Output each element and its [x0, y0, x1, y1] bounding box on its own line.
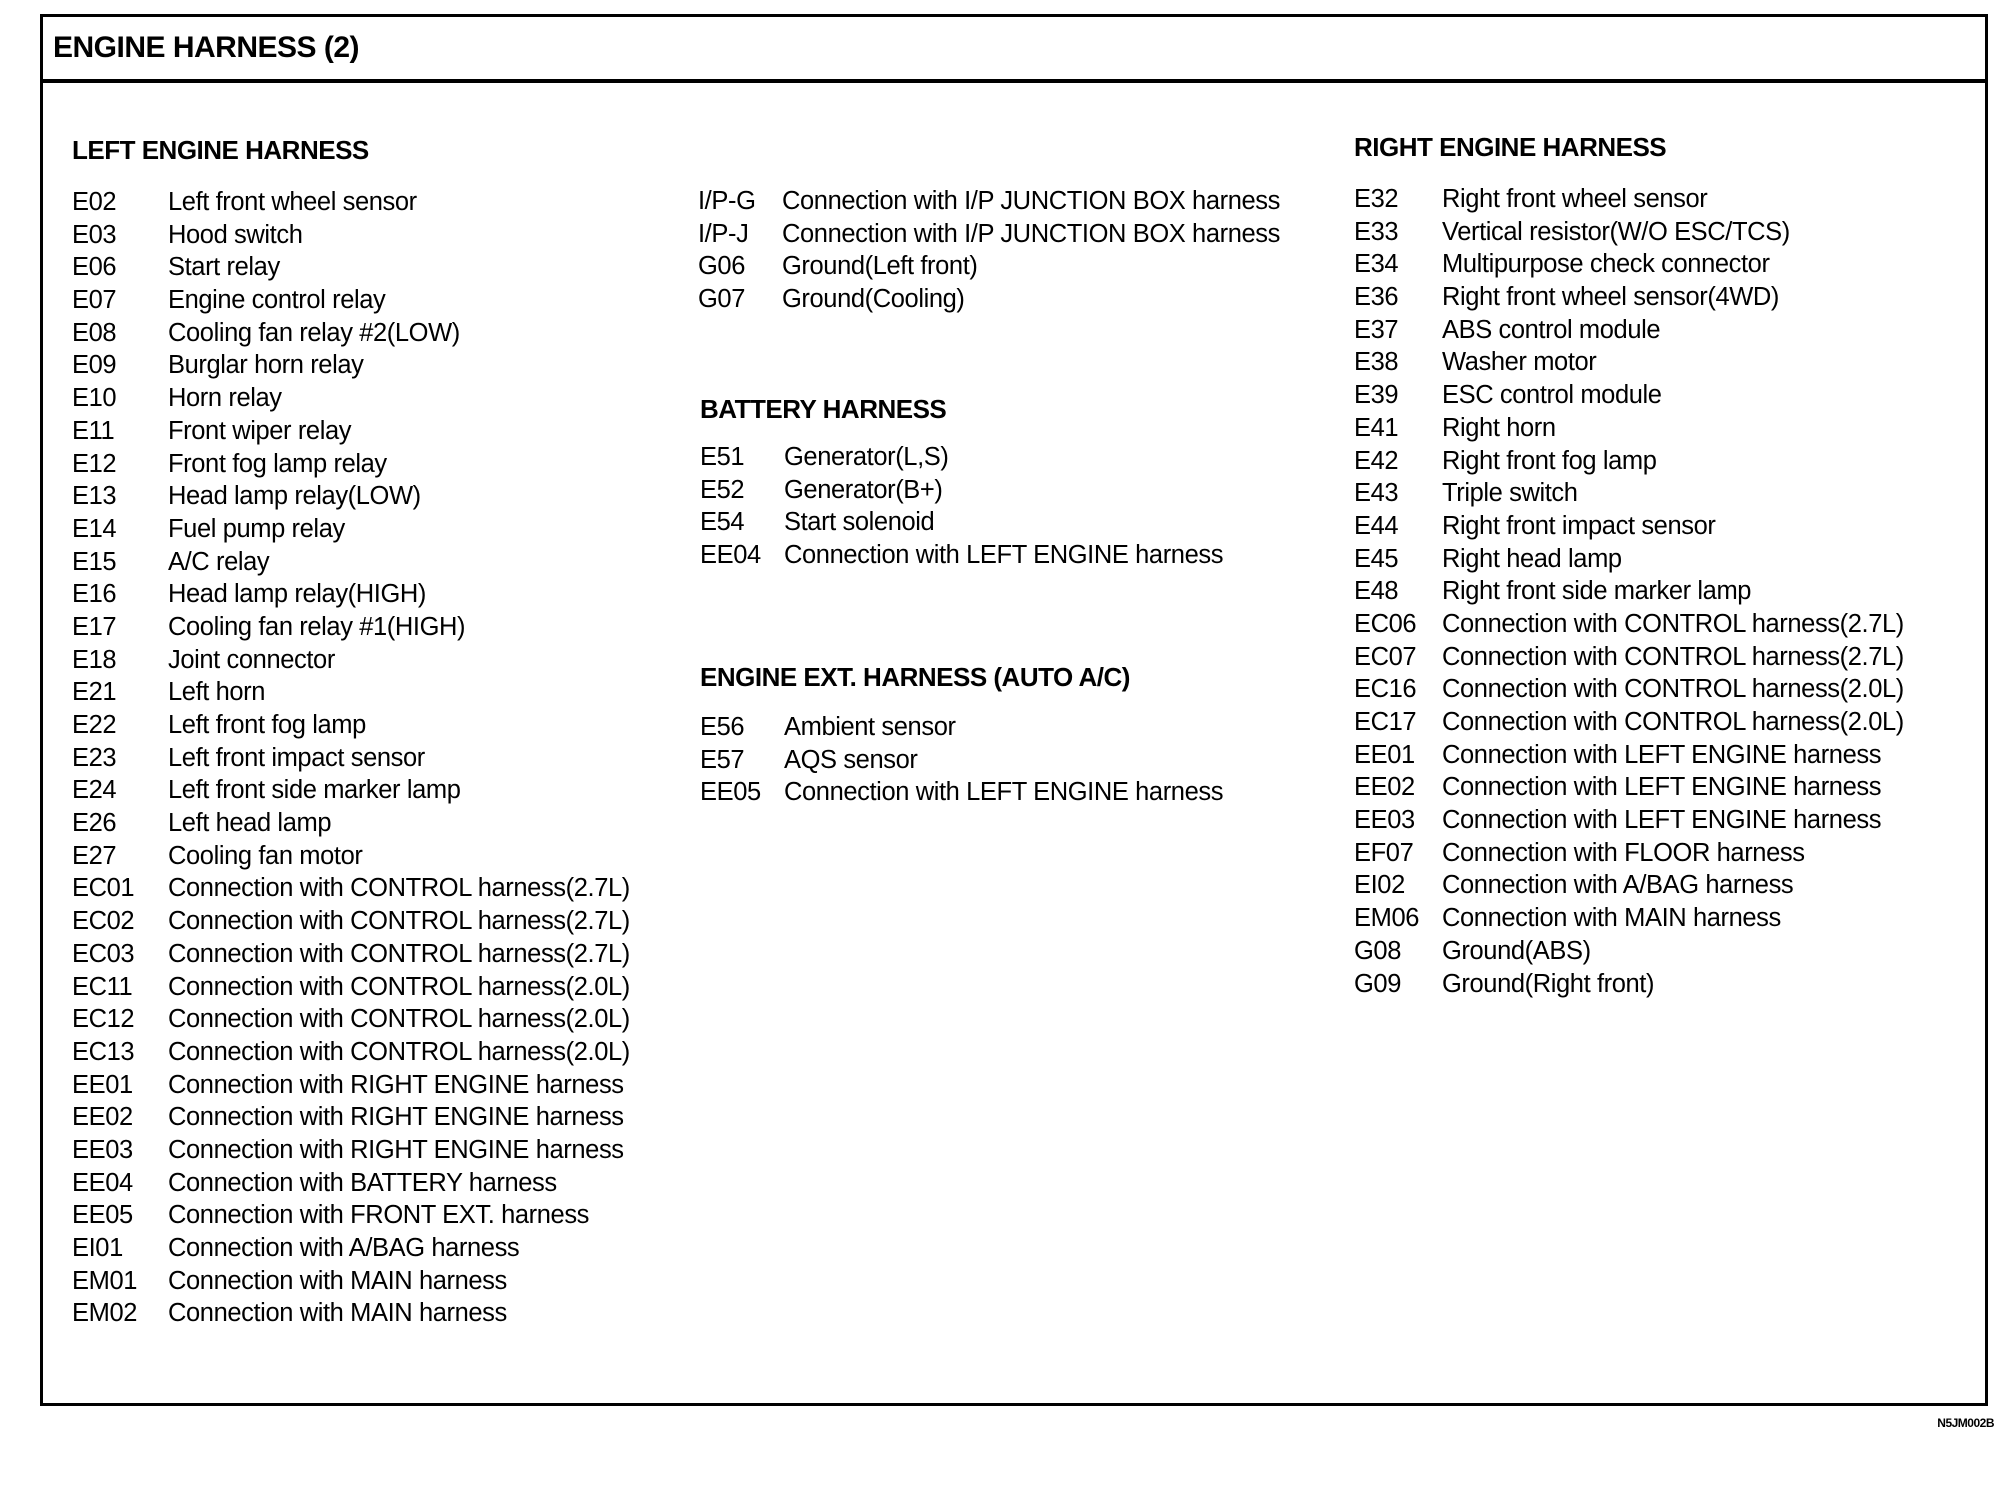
connector-description: Connection with LEFT ENGINE harness [1442, 773, 1882, 802]
connector-row [72, 1003, 630, 1036]
connector-description: Ground(Left front) [782, 252, 978, 281]
page-title: ENGINE HARNESS (2) [53, 31, 360, 64]
connector-row [1354, 575, 1904, 608]
connector-code: E44 [1354, 511, 1399, 540]
connector-row [1354, 804, 1904, 837]
connector-code: E32 [1354, 185, 1399, 213]
connector-row [72, 1134, 630, 1167]
connector-description: Connection with MAIN harness [168, 1266, 507, 1295]
connector-row [1354, 216, 1904, 249]
connector-code: EI01 [72, 1234, 123, 1262]
connector-row [72, 1297, 630, 1330]
connector-list [700, 441, 1223, 572]
connector-description: Cooling fan motor [168, 841, 363, 870]
connector-code: E42 [1354, 446, 1399, 475]
connector-code: EE04 [72, 1168, 133, 1197]
connector-row [72, 742, 630, 775]
connector-code: E45 [1354, 544, 1399, 573]
connector-row [72, 382, 630, 415]
connector-code: E34 [1354, 250, 1399, 279]
connector-code: E36 [1354, 283, 1399, 312]
connector-description: Right front impact sensor [1442, 511, 1716, 540]
connector-description: Left head lamp [168, 809, 332, 838]
connector-row [700, 711, 1223, 744]
connector-row [1354, 608, 1904, 641]
section-heading: LEFT ENGINE HARNESS [72, 135, 369, 165]
connector-list [698, 185, 1280, 316]
connector-code: E48 [1354, 577, 1399, 606]
connector-list [1354, 183, 1904, 1000]
connector-description: Generator(L,S) [784, 443, 949, 471]
connector-row [1354, 379, 1904, 412]
connector-code: EC06 [1354, 609, 1417, 638]
connector-row [72, 480, 630, 513]
connector-description: Generator(B+) [784, 475, 943, 504]
connector-row [1354, 869, 1904, 902]
connector-code: E33 [1354, 217, 1399, 246]
connector-description: Connection with I/P JUNCTION BOX harness [782, 219, 1280, 248]
connector-row [72, 317, 630, 350]
engine-ext-harness-section [700, 657, 1223, 809]
connector-row [1354, 739, 1904, 772]
connector-code: EC03 [72, 939, 135, 968]
connector-description: Vertical resistor(W/O ESC/TCS) [1442, 217, 1790, 246]
connector-description: Start solenoid [784, 508, 935, 537]
document-code: N5JM002B [1937, 1416, 1994, 1430]
connector-description: ESC control module [1442, 381, 1662, 410]
connector-code: EC13 [72, 1037, 135, 1066]
connector-code: E15 [72, 547, 117, 576]
connector-code: E52 [700, 475, 745, 504]
connector-description: Ground(Cooling) [782, 285, 965, 314]
connector-row [1354, 641, 1904, 674]
connector-row [72, 415, 630, 448]
connector-code: E21 [72, 678, 117, 707]
connector-description: Start relay [168, 253, 280, 282]
connector-description: Connection with CONTROL harness(2.7L) [168, 874, 630, 903]
connector-description: Cooling fan relay #2(LOW) [168, 318, 460, 347]
connector-row [72, 448, 630, 481]
connector-row [700, 539, 1223, 572]
connector-code: EM02 [72, 1299, 138, 1328]
connector-code: G07 [698, 285, 745, 314]
title-bar [43, 17, 1985, 83]
connector-list [700, 711, 1223, 809]
connector-row [698, 283, 1280, 316]
connector-description: Left front impact sensor [168, 743, 425, 772]
connector-row [72, 513, 630, 546]
connector-code: E02 [72, 188, 117, 216]
connector-code: EE05 [700, 778, 761, 807]
connector-code: E54 [700, 508, 745, 537]
connector-description: Joint connector [168, 645, 335, 674]
connector-description: Right horn [1442, 413, 1556, 442]
connector-row [72, 284, 630, 317]
connector-code: E08 [72, 318, 117, 347]
connector-row [698, 185, 1280, 218]
connector-description: Connection with CONTROL harness(2.0L) [168, 972, 630, 1001]
connector-description: Burglar horn relay [168, 351, 364, 380]
connector-row [1354, 346, 1904, 379]
connector-code: EC11 [72, 972, 133, 1001]
connector-row [1354, 706, 1904, 739]
connector-code: E12 [72, 449, 117, 478]
connector-code: EC12 [72, 1005, 135, 1034]
connector-description: Ground(ABS) [1442, 936, 1591, 965]
connector-row [698, 250, 1280, 283]
connector-code: E43 [1354, 479, 1399, 508]
connector-description: Connection with I/P JUNCTION BOX harness [782, 187, 1280, 215]
misc-connector-section [698, 185, 1280, 316]
connector-description: Connection with CONTROL harness(2.0L) [1442, 675, 1904, 704]
connector-row [700, 744, 1223, 777]
connector-row [1354, 543, 1904, 576]
connector-row [700, 776, 1223, 809]
connector-row [72, 774, 630, 807]
connector-code: E38 [1354, 348, 1399, 377]
connector-description: Connection with BATTERY harness [168, 1168, 557, 1197]
connector-description: Right front fog lamp [1442, 446, 1657, 475]
connector-code: E51 [700, 443, 745, 471]
connector-code: E10 [72, 384, 117, 413]
connector-code: EE05 [72, 1201, 133, 1230]
right-engine-harness-section [1354, 127, 1904, 1000]
connector-code: EE03 [1354, 806, 1415, 835]
connector-description: Front fog lamp relay [168, 449, 387, 478]
connector-description: Ambient sensor [784, 713, 956, 741]
connector-row [72, 1036, 630, 1069]
connector-code: EE01 [72, 1070, 133, 1099]
connector-row [1354, 248, 1904, 281]
connector-row [1354, 314, 1904, 347]
connector-row [72, 872, 630, 905]
section-heading: ENGINE EXT. HARNESS (AUTO A/C) [700, 662, 1130, 692]
connector-row [1354, 183, 1904, 216]
connector-description: Right front side marker lamp [1442, 577, 1752, 606]
connector-description: Connection with CONTROL harness(2.7L) [168, 939, 630, 968]
connector-description: Engine control relay [168, 286, 386, 315]
connector-description: Right front wheel sensor [1442, 185, 1708, 213]
connector-row [1354, 281, 1904, 314]
connector-code: I/P-J [698, 219, 749, 248]
connector-row [1354, 477, 1904, 510]
connector-description: Connection with CONTROL harness(2.0L) [168, 1037, 630, 1066]
connector-description: Connection with CONTROL harness(2.0L) [168, 1005, 630, 1034]
connector-description: Connection with CONTROL harness(2.7L) [1442, 609, 1904, 638]
connector-description: Hood switch [168, 220, 303, 249]
connector-row [1354, 412, 1904, 445]
connector-row [72, 219, 630, 252]
connector-row [72, 676, 630, 709]
connector-code: E16 [72, 580, 117, 609]
connector-code: E03 [72, 220, 117, 249]
connector-description: Connection with RIGHT ENGINE harness [168, 1070, 624, 1099]
connector-description: Connection with MAIN harness [1442, 904, 1781, 933]
connector-row [72, 1069, 630, 1102]
connector-description: Multipurpose check connector [1442, 250, 1770, 279]
connector-code: EC16 [1354, 675, 1417, 704]
connector-code: EC07 [1354, 642, 1417, 671]
connector-description: Connection with CONTROL harness(2.7L) [1442, 642, 1904, 671]
connector-row [72, 807, 630, 840]
connector-code: E56 [700, 713, 745, 741]
connector-description: Triple switch [1442, 479, 1578, 508]
connector-description: Connection with A/BAG harness [1442, 871, 1794, 900]
connector-row [1354, 837, 1904, 870]
connector-row [72, 546, 630, 579]
connector-description: Left front side marker lamp [168, 776, 461, 805]
connector-code: E07 [72, 286, 117, 315]
connector-description: Connection with LEFT ENGINE harness [784, 541, 1224, 570]
connector-description: Connection with RIGHT ENGINE harness [168, 1103, 624, 1132]
connector-description: AQS sensor [784, 745, 918, 774]
connector-description: Left horn [168, 678, 266, 707]
connector-row [72, 1101, 630, 1134]
connector-code: G09 [1354, 969, 1401, 998]
connector-row [72, 1265, 630, 1298]
connector-row [698, 218, 1280, 251]
connector-description: Connection with CONTROL harness(2.7L) [168, 907, 630, 936]
connector-code: EE04 [700, 541, 761, 570]
connector-row [72, 578, 630, 611]
connector-code: E57 [700, 745, 745, 774]
connector-code: E18 [72, 645, 117, 674]
connector-code: E09 [72, 351, 117, 380]
connector-code: EM06 [1354, 904, 1420, 933]
connector-code: E26 [72, 809, 117, 838]
connector-description: Front wiper relay [168, 416, 352, 445]
connector-code: E22 [72, 711, 117, 739]
connector-description: Connection with LEFT ENGINE harness [1442, 740, 1882, 769]
connector-description: ABS control module [1442, 315, 1661, 344]
connector-code: G06 [698, 252, 745, 281]
connector-code: E17 [72, 612, 117, 641]
connector-code: EC17 [1354, 708, 1417, 736]
connector-description: Connection with A/BAG harness [168, 1234, 520, 1262]
connector-row [72, 938, 630, 971]
connector-code: EE03 [72, 1135, 133, 1164]
connector-row [72, 611, 630, 644]
connector-code: EE01 [1354, 740, 1415, 769]
connector-row [72, 1167, 630, 1200]
connector-code: EE02 [1354, 773, 1415, 802]
connector-row [1354, 510, 1904, 543]
connector-code: EI02 [1354, 871, 1405, 900]
connector-code: E06 [72, 253, 117, 282]
connector-description: Right head lamp [1442, 544, 1622, 573]
connector-code: EE02 [72, 1103, 133, 1132]
connector-code: I/P-G [698, 187, 756, 215]
connector-code: E11 [72, 416, 115, 445]
connector-row [1354, 771, 1904, 804]
connector-description: Connection with FRONT EXT. harness [168, 1201, 590, 1230]
connector-description: Head lamp relay(LOW) [168, 482, 421, 511]
connector-description: Connection with RIGHT ENGINE harness [168, 1135, 624, 1164]
connector-description: Connection with CONTROL harness(2.0L) [1442, 708, 1904, 736]
connector-row [72, 251, 630, 284]
connector-code: E39 [1354, 381, 1399, 410]
connector-code: E14 [72, 514, 117, 543]
connector-row [72, 905, 630, 938]
connector-list [72, 186, 630, 1330]
connector-row [72, 971, 630, 1004]
connector-row [700, 441, 1223, 474]
connector-code: EF07 [1354, 838, 1414, 867]
connector-description: Horn relay [168, 384, 282, 413]
connector-description: Head lamp relay(HIGH) [168, 580, 427, 609]
connector-code: G08 [1354, 936, 1401, 965]
connector-description: Washer motor [1442, 348, 1597, 377]
connector-code: E41 [1354, 413, 1399, 442]
connector-code: E24 [72, 776, 117, 805]
connector-description: Connection with LEFT ENGINE harness [784, 778, 1224, 807]
connector-description: Connection with MAIN harness [168, 1299, 507, 1328]
connector-row [72, 709, 630, 742]
connector-code: E13 [72, 482, 117, 511]
connector-row [1354, 445, 1904, 478]
connector-row [72, 349, 630, 382]
connector-description: Right front wheel sensor(4WD) [1442, 283, 1780, 312]
connector-row [1354, 935, 1904, 968]
connector-description: Left front fog lamp [168, 711, 366, 739]
left-engine-harness-section [72, 130, 630, 1330]
connector-description: Connection with FLOOR harness [1442, 838, 1805, 867]
connector-row [72, 840, 630, 873]
battery-harness-section [700, 389, 1223, 572]
connector-row [72, 1232, 630, 1265]
connector-row [700, 474, 1223, 507]
connector-row [1354, 968, 1904, 1001]
section-heading: RIGHT ENGINE HARNESS [1354, 132, 1667, 162]
connector-description: Ground(Right front) [1442, 969, 1655, 998]
connector-code: EM01 [72, 1266, 138, 1295]
connector-description: Fuel pump relay [168, 514, 345, 543]
connector-row [72, 644, 630, 677]
connector-code: EC01 [72, 874, 135, 903]
section-heading: BATTERY HARNESS [700, 394, 947, 424]
connector-row [72, 186, 630, 219]
connector-code: EC02 [72, 907, 135, 936]
connector-code: E37 [1354, 315, 1399, 344]
connector-row [72, 1199, 630, 1232]
connector-row [1354, 673, 1904, 706]
connector-row [700, 506, 1223, 539]
connector-code: E27 [72, 841, 117, 870]
connector-description: Cooling fan relay #1(HIGH) [168, 612, 466, 641]
connector-row [1354, 902, 1904, 935]
connector-description: A/C relay [168, 547, 270, 576]
connector-description: Left front wheel sensor [168, 188, 417, 216]
connector-description: Connection with LEFT ENGINE harness [1442, 806, 1882, 835]
connector-code: E23 [72, 743, 117, 772]
